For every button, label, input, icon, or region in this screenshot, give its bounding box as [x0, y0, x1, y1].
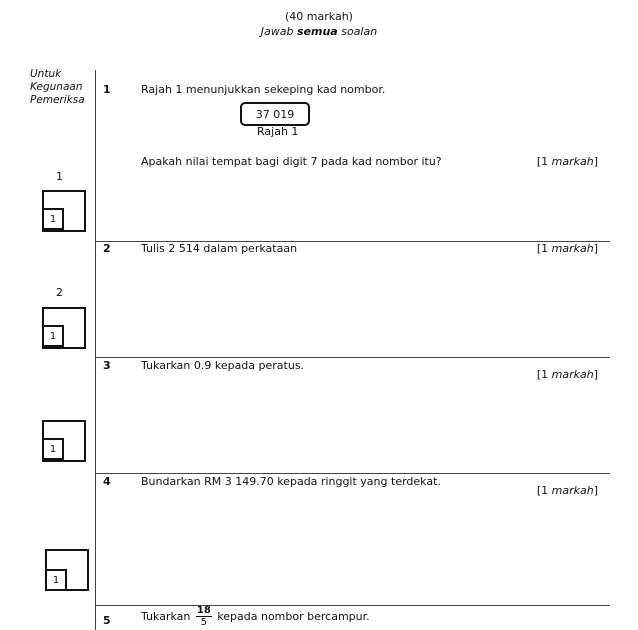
score-box[interactable] [45, 549, 89, 591]
question-divider [95, 473, 610, 474]
examiner-label: Untuk Kegunaan Pemeriksa [30, 68, 85, 106]
mark-box: 1 [42, 208, 64, 230]
marks-label: [1 markah] [536, 368, 598, 381]
question-number: 4 [103, 475, 111, 488]
fraction: $\frac{18}{5}$ [196, 605, 211, 628]
question-text: Tulis 2 514 dalam perkataan [141, 242, 298, 255]
question-number: 3 [103, 359, 111, 372]
margin-divider [95, 70, 96, 630]
mark-box: 1 [42, 325, 64, 347]
question-number: 2 [103, 242, 111, 255]
marks-label: [1 markah] [536, 242, 598, 255]
question-number: 1 [103, 83, 111, 96]
box-label: 1 [56, 170, 63, 183]
box-label: 2 [56, 286, 63, 299]
question-number: 5 [103, 614, 111, 627]
question-text: Tukarkan $\frac{18}{5}$ kepada nombor bercampur. [141, 605, 370, 628]
question-text: Bundarkan RM 3 149.70 kepada ringgit yang terdekat. [141, 475, 441, 488]
marks-label: [1 markah] [536, 484, 598, 497]
mark-box: 1 [42, 438, 64, 460]
question-text: Rajah 1 menunjukkan sekeping kad nombor. [141, 83, 386, 96]
total-marks: (40 markah) [285, 10, 353, 23]
number-card: 37 019 [240, 102, 310, 126]
question-divider [95, 357, 610, 358]
question-text: Tukarkan 0.9 kepada peratus. [141, 359, 305, 372]
score-box[interactable] [42, 307, 86, 349]
instruction: Jawab semua soalan [260, 25, 378, 38]
marks-label: [1 markah] [536, 155, 598, 168]
question-subtext: Apakah nilai tempat bagi digit 7 pada kad nombor itu? [141, 155, 442, 168]
score-box[interactable] [42, 420, 86, 462]
figure-caption: Rajah 1 [257, 125, 299, 138]
score-box[interactable] [42, 190, 86, 232]
mark-box: 1 [45, 569, 67, 591]
